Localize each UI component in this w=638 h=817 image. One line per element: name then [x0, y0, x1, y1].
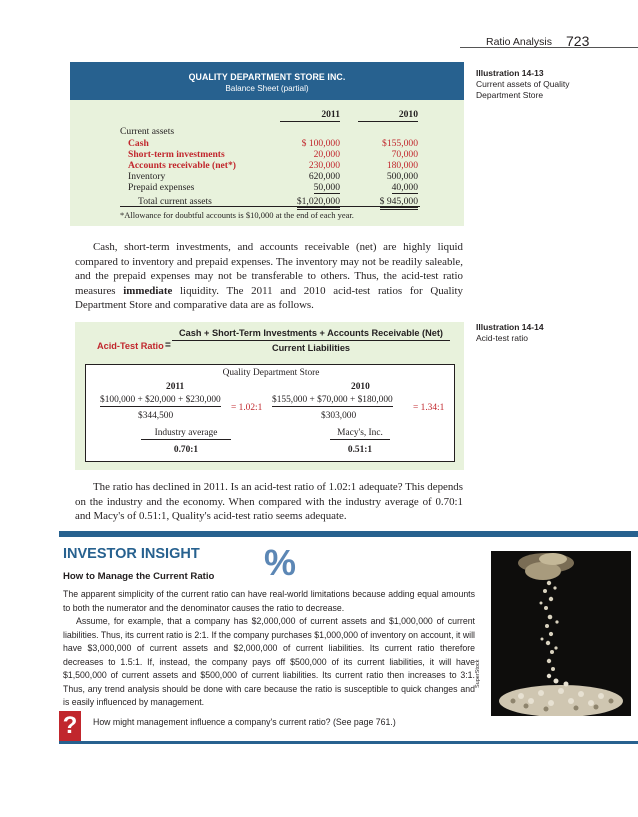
macys-value: 0.51:1	[347, 445, 373, 455]
row-value-2010: 500,000	[386, 171, 418, 182]
row-value-2010: $155,000	[382, 138, 418, 149]
running-header-title: Ratio Analysis	[486, 36, 552, 48]
row-value-2011: 620,000	[308, 171, 340, 182]
formula-equals: =	[165, 340, 171, 351]
margin-note-illustration-14-14	[476, 322, 586, 344]
margin-note-title: Illustration 14-14	[476, 322, 544, 332]
header-rule	[460, 47, 638, 48]
paragraph-text: The ratio has declined in 2011. Is an acid-test ratio of 1.02:1 adequate? This depends on the industry and the economy. When compared with the industry average of 0.70:1 and Macy's of 0.51:1, Quality's acid-test ratio seems adequate.	[75, 481, 463, 522]
insight-title: INVESTOR INSIGHT	[63, 546, 200, 562]
row-label: Cash	[128, 138, 149, 149]
row-value-2010: 70,000	[391, 149, 418, 160]
table-row	[70, 149, 464, 160]
row-label: Prepaid expenses	[128, 182, 195, 193]
margin-note-illustration-14-13	[476, 68, 586, 101]
table-row	[70, 182, 464, 193]
year-2010-label: 2010	[351, 382, 370, 392]
footnote-rule	[120, 206, 420, 207]
balance-sheet-box	[70, 62, 464, 226]
result-2011: = 1.02:1	[231, 403, 263, 413]
section-label: Current assets	[120, 126, 175, 137]
acid-test-label: Acid-Test Ratio	[97, 341, 164, 351]
row-value-2011: 230,000	[308, 160, 340, 171]
paragraph-text: Cash, short-term investments, and accounts receivable (net) are highly liquid compared to inventory and prepaid expenses. The inventory may not be readily saleable, and the prepaid expenses may not be transferable to others. Thus, the acid-test ratio measures	[75, 241, 463, 297]
coins-illustration	[491, 551, 631, 716]
denominator-2011: $344,500	[138, 411, 174, 421]
year-2011-label: 2011	[166, 382, 185, 392]
numerator-2010: $155,000 + $70,000 + $180,000	[272, 395, 393, 405]
insight-paragraph: The apparent simplicity of the current ratio can have real-world limitations because adding equal amounts to both the numerator and the denominator causes the ratio to decrease.	[63, 589, 475, 613]
industry-average-value: 0.70:1	[173, 445, 199, 455]
insight-bottom-bar	[59, 741, 638, 744]
computation-panel	[85, 364, 455, 462]
total-value-2011: $1,020,000	[297, 196, 340, 210]
formula-denominator: Current Liabilities	[271, 343, 351, 353]
numerator-2011: $100,000 + $20,000 + $230,000	[100, 395, 221, 405]
row-label: Short-term investments	[128, 149, 225, 160]
page-number: 723	[566, 33, 590, 49]
paragraph-text: liquidity. The 2011 and 2010 acid-test ratios for Quality Department Store and comparative data are as follows.	[75, 284, 464, 311]
denominator-2010: $303,000	[321, 411, 357, 421]
balance-sheet-footnote: *Allowance for doubtful accounts is $10,000 at the end of each year.	[120, 210, 354, 220]
year-2010-header: 2010	[358, 109, 418, 122]
emphasis-text: immediate	[123, 284, 173, 297]
acid-test-box	[75, 322, 464, 470]
row-value-2010: 40,000	[391, 182, 418, 193]
question-mark-icon: ?	[59, 711, 81, 741]
insight-top-bar	[59, 531, 638, 537]
row-label: Accounts receivable (net*)	[128, 160, 236, 171]
photo-credit: SuperStock	[475, 659, 481, 688]
insight-subtitle: How to Manage the Current Ratio	[63, 571, 215, 582]
row-value-2010: 180,000	[386, 160, 418, 171]
insight-body	[63, 588, 475, 710]
row-value-2011: 50,000	[313, 182, 340, 193]
section-row	[70, 126, 464, 137]
margin-note-title: Illustration 14-13	[476, 68, 544, 78]
table-row	[70, 160, 464, 171]
result-2010: = 1.34:1	[413, 403, 445, 413]
formula-numerator: Cash + Short-Term Investments + Accounts Receivable (Net)	[172, 328, 450, 341]
row-value-2011: $ 100,000	[301, 138, 340, 149]
row-value-2011: 20,000	[313, 149, 340, 160]
body-paragraph-2	[75, 480, 463, 524]
body-paragraph-1	[75, 240, 463, 313]
balance-sheet-title: QUALITY DEPARTMENT STORE INC.	[188, 72, 346, 82]
insight-question: How might management influence a company's current ratio? (See page 761.)	[93, 717, 396, 727]
coins-photo	[491, 551, 631, 716]
total-value-2010: $ 945,000	[380, 196, 418, 210]
total-label: Total current assets	[138, 196, 212, 207]
table-row	[70, 138, 464, 149]
table-row	[70, 171, 464, 182]
industry-average-label: Industry average	[141, 428, 231, 440]
percent-icon: %	[264, 542, 297, 583]
macys-label: Macy's, Inc.	[330, 428, 390, 440]
margin-note-text: Acid-test ratio	[476, 333, 528, 343]
balance-sheet-subtitle: Balance Sheet (partial)	[225, 84, 309, 93]
year-2011-header: 2011	[280, 109, 340, 122]
company-name: Quality Department Store	[222, 368, 320, 378]
balance-sheet-header	[70, 62, 464, 100]
insight-paragraph: Assume, for example, that a company has $2,000,000 of current assets and $1,000,000 of current liabilities. Thus, its current ratio is 2:1. If the company purchases $1,000,000 of inventory on account, it will have $3,000,000 of current assets and $2,000,000 of current liabilities. Its current ratio therefore decreases to 1.5:1. If, instead, the company pays off $500,000 of its current liabilities, it will have $1,500,000 of current assets and $500,000 of current liabilities. Its current ratio then increases to 3:1. Thus, any trend analysis should be done with care because the ratio is susceptible to quick changes and is easily influenced by management.	[63, 616, 475, 707]
row-label: Inventory	[128, 171, 166, 182]
margin-note-text: Current assets of Quality Department Store	[476, 79, 570, 100]
